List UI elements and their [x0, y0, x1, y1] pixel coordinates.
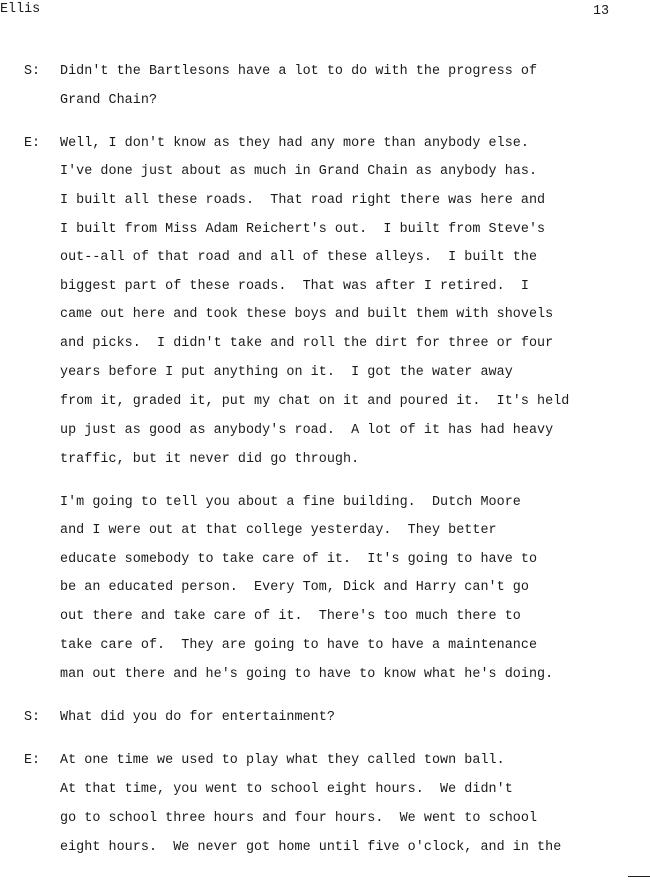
transcript-line: At one time we used to play what they called town ball. — [60, 753, 505, 768]
transcript-line: I've done just about as much in Grand Chain as anybody has. — [60, 164, 538, 179]
speaker-label: S: — [24, 64, 41, 79]
transcript-line: educate somebody to take care of it. It's going to have to — [60, 552, 538, 567]
page-edge-mark — [628, 876, 650, 877]
transcript-line: up just as good as anybody's road. A lot of it has had heavy — [60, 423, 554, 438]
speaker-label: E: — [24, 753, 41, 768]
transcript-line: At that time, you went to school eight hours. We didn't — [60, 782, 513, 797]
transcript-line: Well, I don't know as they had any more than anybody else. — [60, 136, 529, 151]
speaker-label: S: — [24, 710, 41, 725]
speaker-label: E: — [24, 136, 41, 151]
transcript-line: from it, graded it, put my chat on it and poured it. It's held — [60, 394, 570, 409]
transcript-line: I built all these roads. That road right there was here and — [60, 193, 546, 208]
transcript-line: years before I put anything on it. I got the water away — [60, 365, 513, 380]
transcript-line: I'm going to tell you about a fine building. Dutch Moore — [60, 495, 521, 510]
transcript-line: eight hours. We never got home until five o'clock, and in the — [60, 840, 562, 855]
page-number: 13 — [593, 4, 610, 19]
transcript-line: out--all of that road and all of these alleys. I built the — [60, 250, 538, 265]
transcript-line: take care of. They are going to have to have a maintenance — [60, 638, 538, 653]
transcript-line: be an educated person. Every Tom, Dick and Harry can't go — [60, 580, 529, 595]
transcript-line: Grand Chain? — [60, 93, 158, 108]
transcript-line: go to school three hours and four hours. We went to school — [60, 811, 538, 826]
transcript-line: What did you do for entertainment? — [60, 710, 335, 725]
transcript-line: traffic, but it never did go through. — [60, 452, 360, 467]
transcript-line: out there and take care of it. There's too much there to — [60, 609, 521, 624]
transcript-line: came out here and took these boys and built them with shovels — [60, 307, 554, 322]
transcript-line: Didn't the Bartlesons have a lot to do with the progress of — [60, 64, 538, 79]
header-interviewee-name: Ellis — [0, 2, 41, 17]
transcript-line: biggest part of these roads. That was after I retired. I — [60, 279, 529, 294]
transcript-line: I built from Miss Adam Reichert's out. I built from Steve's — [60, 222, 546, 237]
transcript-line: and picks. I didn't take and roll the dirt for three or four — [60, 336, 554, 351]
transcript-line: man out there and he's going to have to know what he's doing. — [60, 667, 554, 682]
transcript-line: and I were out at that college yesterday. They better — [60, 523, 497, 538]
